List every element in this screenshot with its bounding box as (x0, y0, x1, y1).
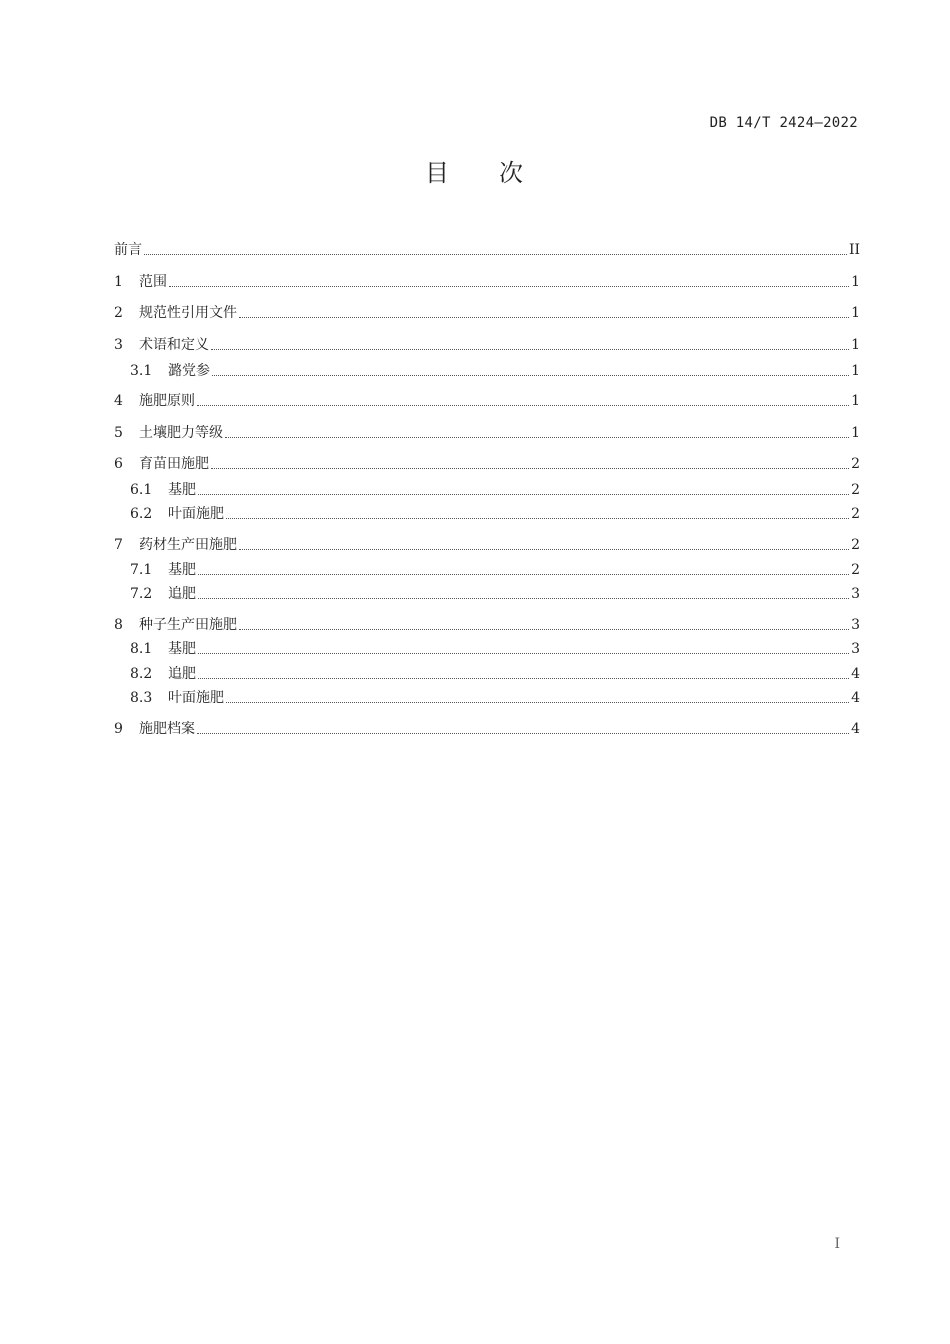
toc-entry-label: 范围 (139, 274, 167, 290)
toc-leader-dots (198, 678, 849, 679)
toc-entry-label: 叶面施肥 (168, 506, 224, 522)
toc-entry-number: 2 (114, 305, 123, 321)
toc-entry-label: 基肥 (168, 641, 196, 657)
toc-leader-dots (226, 702, 849, 703)
toc-entry[interactable] (114, 663, 860, 685)
toc-entry-label: 药材生产田施肥 (139, 537, 237, 553)
toc-entry-label: 术语和定义 (139, 337, 209, 353)
toc-entry-page: 1 (851, 363, 860, 379)
toc-entry-page: 1 (851, 425, 860, 441)
toc-entry-label: 前言 (114, 242, 142, 258)
toc-entry[interactable] (114, 534, 860, 556)
toc-entry[interactable] (114, 479, 860, 501)
toc-entry[interactable] (114, 638, 860, 660)
toc-entry-page: 2 (851, 456, 860, 472)
toc-leader-dots (239, 317, 849, 318)
toc-entry[interactable] (114, 360, 860, 382)
toc-entry-page: 4 (851, 666, 860, 682)
toc-leader-dots (211, 349, 849, 350)
toc-entry-number: 8.1 (130, 641, 153, 657)
toc-leader-dots (239, 549, 849, 550)
toc-entry-number: 8 (114, 617, 123, 633)
toc-entry-label: 施肥档案 (139, 721, 195, 737)
toc-leader-dots (226, 518, 849, 519)
toc-entry[interactable] (114, 583, 860, 605)
toc-entry-number: 6.1 (130, 482, 153, 498)
toc-entry[interactable] (114, 687, 860, 709)
toc-leader-dots (198, 598, 849, 599)
toc-title-part1: 目 (425, 159, 451, 187)
toc-entry-number: 5 (114, 425, 123, 441)
toc-entry[interactable] (114, 239, 860, 261)
toc-entry-page: 3 (851, 617, 860, 633)
toc-entry-page: 3 (851, 641, 860, 657)
toc-entry-page: 2 (851, 506, 860, 522)
toc-entry-label: 规范性引用文件 (139, 305, 237, 321)
toc-leader-dots (212, 375, 849, 376)
toc-entry[interactable] (114, 390, 860, 412)
toc-title-part2: 次 (499, 159, 525, 187)
toc-leader-dots (197, 405, 849, 406)
toc-entry-label: 施肥原则 (139, 393, 195, 409)
toc-entry[interactable] (114, 503, 860, 525)
toc-leader-dots (198, 574, 849, 575)
toc-entry-number: 8.3 (130, 690, 153, 706)
toc-entry[interactable] (114, 614, 860, 636)
toc-leader-dots (144, 254, 847, 255)
toc-entry-number: 3 (114, 337, 123, 353)
toc-entry-label: 种子生产田施肥 (139, 617, 237, 633)
toc-entry[interactable] (114, 559, 860, 581)
toc-entry-label: 基肥 (168, 562, 196, 578)
toc-leader-dots (225, 437, 849, 438)
toc-entry[interactable] (114, 422, 860, 444)
toc-leader-dots (239, 629, 849, 630)
toc-entry[interactable] (114, 271, 860, 293)
toc-entry-number: 7.2 (130, 586, 153, 602)
toc-entry-page: II (848, 242, 860, 258)
toc-entry-number: 4 (114, 393, 123, 409)
toc-entry-label: 基肥 (168, 482, 196, 498)
toc-entry-number: 6.2 (130, 506, 153, 522)
toc-entry-number: 8.2 (130, 666, 153, 682)
toc-leader-dots (211, 468, 849, 469)
toc-entry-label: 叶面施肥 (168, 690, 224, 706)
toc-entry-label: 土壤肥力等级 (139, 425, 223, 441)
toc-entry-page: 2 (851, 537, 860, 553)
toc-entry-number: 7.1 (130, 562, 153, 578)
toc-entry-page: 4 (851, 690, 860, 706)
toc-entry-label: 育苗田施肥 (139, 456, 209, 472)
toc-entry-page: 1 (851, 274, 860, 290)
toc-entry-label: 潞党参 (168, 363, 210, 379)
page-number: I (834, 1236, 840, 1252)
toc-title (0, 153, 950, 188)
toc-leader-dots (197, 733, 849, 734)
toc-entry-page: 1 (851, 305, 860, 321)
toc-entry-page: 1 (851, 393, 860, 409)
toc-entry[interactable] (114, 718, 860, 740)
toc-entry-page: 3 (851, 586, 860, 602)
toc-entry-page: 2 (851, 562, 860, 578)
toc-leader-dots (198, 653, 849, 654)
toc-entry[interactable] (114, 334, 860, 356)
toc-entry-label: 追肥 (168, 586, 196, 602)
toc-entry-page: 4 (851, 721, 860, 737)
toc-leader-dots (169, 286, 849, 287)
toc-entry[interactable] (114, 302, 860, 324)
toc-entry-number: 9 (114, 721, 123, 737)
toc-entry-page: 1 (851, 337, 860, 353)
document-code: DB 14/T 2424—2022 (709, 115, 858, 131)
toc-entry[interactable] (114, 453, 860, 475)
toc-entry-page: 2 (851, 482, 860, 498)
toc-entry-number: 3.1 (130, 363, 153, 379)
toc-entry-number: 7 (114, 537, 123, 553)
toc-entry-number: 6 (114, 456, 123, 472)
toc-leader-dots (198, 494, 849, 495)
toc-entry-label: 追肥 (168, 666, 196, 682)
toc-entry-number: 1 (114, 274, 123, 290)
